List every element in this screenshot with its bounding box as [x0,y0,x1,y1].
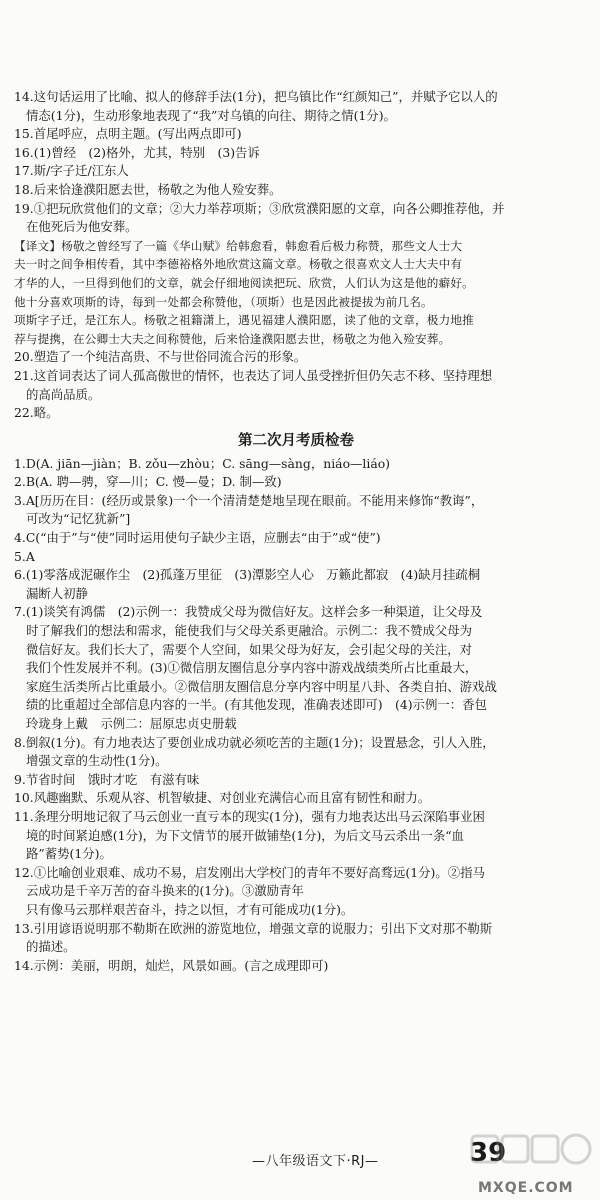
answer-item [14,548,578,567]
answer-line: 5.A [14,548,35,564]
answer-item [14,455,578,474]
footer-label: —八年级语文下·RJ— [252,1154,379,1169]
answer-line: 17.斯/字子迁/江东人 [14,163,129,179]
answer-item [14,529,578,548]
answer-line: 13.引用谚语说明那不勒斯在欧洲的游览地位，增强文章的说服力；引出下文对那不勒斯 [14,920,493,936]
answer-item [14,473,578,492]
answer-item [14,200,578,237]
answer-item [14,771,578,790]
answer-line: 情态(1分)，生动形象地表现了“我”对乌镇的向往、期待之情(1分)。 [26,107,396,123]
answer-item [14,181,578,200]
answer-item [14,864,578,920]
answer-item [14,125,578,144]
answers-block-reading [14,88,578,237]
answer-item [14,603,578,733]
answer-line: 20.塑造了一个纯洁高贵、不与世俗同流合污的形象。 [14,349,307,365]
watermark-text: MXQE.COM [478,1180,574,1196]
answer-line: 6.(1)零落成泥碾作尘 (2)孤蓬万里征 (3)潭影空人心 万籁此都寂 (4)缺月挂疏桐 [14,567,481,583]
answer-line: 可改为“记忆犹新”] [26,511,131,527]
answer-item [14,404,578,423]
section-title: 第二次月考质检卷 [238,432,354,449]
answer-line: 家庭生活类所占比重最小。②微信朋友圈信息分享内容中明星八卦、各类自拍、游戏战 [26,678,497,694]
translation-line: 【译文】杨敬之曾经写了一篇《华山赋》给韩愈看，韩愈看后极力称赞，那些文人士大 [14,238,463,253]
answer-item [14,348,578,367]
answers-block-exam [14,455,578,976]
answer-line: 的高尚品质。 [26,386,101,402]
answer-line: 漏断人初静 [26,585,88,601]
answer-item [14,566,578,603]
answer-line: 18.后来恰逢濮阳愿去世，杨敬之为他人殓安葬。 [14,181,282,197]
page-number: 39 [470,1138,507,1168]
translation-block [14,237,578,349]
answer-line: 19.①把玩欣赏他们的文章；②大力举荐项斯；③欣赏濮阳愿的文章，向各公卿推荐他，并 [14,200,505,216]
answer-line: 境的时间紧迫感(1分)，为下文情节的展开做铺垫(1分)，为后文马云杀出一条“血 [26,827,464,843]
answer-line: 11.条理分明地记叙了马云创业一直亏本的现实(1分)，强有力地表达出马云深陷事业困 [14,808,485,824]
answer-line: 路”蓄势(1分)。 [26,846,112,862]
answer-item [14,808,578,864]
answer-line: 22.略。 [14,405,59,421]
answer-line: 15.首尾呼应，点明主题。(写出两点即可) [14,126,242,142]
answer-line: 8.倒叙(1分)。有力地表达了要创业成功就必须吃苦的主题(1分)；设置悬念，引人入胜， [14,734,495,750]
translation-line: 夫一时之间争相传看，其中李德裕格外地欣赏这篇文章。杨敬之很喜欢文人士大夫中有 [14,257,463,272]
answer-line: 7.(1)谈笑有鸿儒 (2)示例一：我赞成父母为微信好友。这样会多一种渠道，让父母及 [14,604,483,620]
answer-line: 14.示例：美丽，明朗，灿烂，风景如画。(言之成理即可) [14,957,329,973]
answer-item [14,789,578,808]
answer-item [14,367,578,404]
answer-line: 微信好友。我们长大了，需要个人空间，如果父母为好友，会引起父母的关注，对 [26,641,473,657]
answer-line: 只有像马云那样艰苦奋斗，持之以恒，才有可能成功(1分)。 [26,901,354,917]
answer-line: 我们个性发展并不利。(3)①微信朋友圈信息分享内容中游戏战绩类所占比重最大， [26,660,478,676]
answer-line: 9.节省时间 饿时才吃 有滋有味 [14,771,200,787]
answer-line: 3.A[历历在目：(经历或景象)一个一个清清楚楚地呈现在眼前。不能用来修饰“教诲”， [14,492,484,508]
answer-line: 12.①比喻创业艰难、成功不易，启发刚出大学校门的青年不要好高骛远(1分)。②指马 [14,864,485,880]
answer-item [14,920,578,957]
translation-line: 荐与提携，在公卿士大夫之间称赞他，后来恰逢濮阳愿去世，杨敬之为他入殓安葬。 [14,331,451,346]
answer-line: 21.这首词表达了词人孤高傲世的情怀，也表达了词人虽受挫折但仍矢志不移、坚持理想 [14,367,493,383]
answer-item [14,734,578,771]
answer-line: 的描述。 [26,939,76,955]
answer-line: 玲珑身上戴 示例二：屈原忠贞史册载 [26,716,237,731]
answer-item [14,88,578,125]
answer-line: 绩的比重超过全部信息内容的一半。(有其他发现，准确表述即可) (4)示例一：香包 [26,697,487,713]
answer-item [14,492,578,529]
answer-line: 1.D(A. jiān—jiàn；B. zǒu—zhòu；C. sāng—sàng，niáo—liáo) [14,455,391,471]
translation-line: 项斯字子迁，是江东人。杨敬之祖籍潇上，遇见福建人濮阳愿，读了他的文章，极力地推 [14,313,474,328]
answers-block-poetry [14,348,578,422]
answer-item [14,957,578,976]
answer-line: 时了解我们的想法和需求，能使我们与父母关系更融洽。示例二：我不赞成父母为 [26,623,473,639]
answer-line: 14.这句话运用了比喻、拟人的修辞手法(1分)，把乌镇比作“红颜知己”，并赋予它以人的 [14,89,498,104]
answer-line: 云成功是千辛万苦的奋斗换来的(1分)。③激励青年 [26,883,304,899]
answer-line: 4.C(“由于”与“使”同时运用使句子缺少主语，应删去“由于”或“使”) [14,530,381,546]
answer-line: 在他死后为他安葬。 [26,219,138,235]
answer-item [14,144,578,163]
answer-item [14,162,578,181]
answer-line: 2.B(A. 聘—骋，穿—川；C. 慢—曼；D. 制—致) [14,474,282,490]
answer-line: 10.风趣幽默、乐观从容、机智敏捷、对创业充满信心而且富有韧性和耐力。 [14,790,431,806]
translation-line: 他十分喜欢项斯的诗，每到一处都会称赞他，（项斯）也是因此被提拔为前几名。 [14,294,433,309]
answer-line: 增强文章的生动性(1分)。 [26,753,168,769]
answer-line: 16.(1)曾经 (2)格外，尤其，特别 (3)告诉 [14,144,260,160]
translation-line: 才华的人，一旦得到他们的文章，就会仔细地阅读把玩、欣赏，人们认为这是他的癖好。 [14,275,474,290]
